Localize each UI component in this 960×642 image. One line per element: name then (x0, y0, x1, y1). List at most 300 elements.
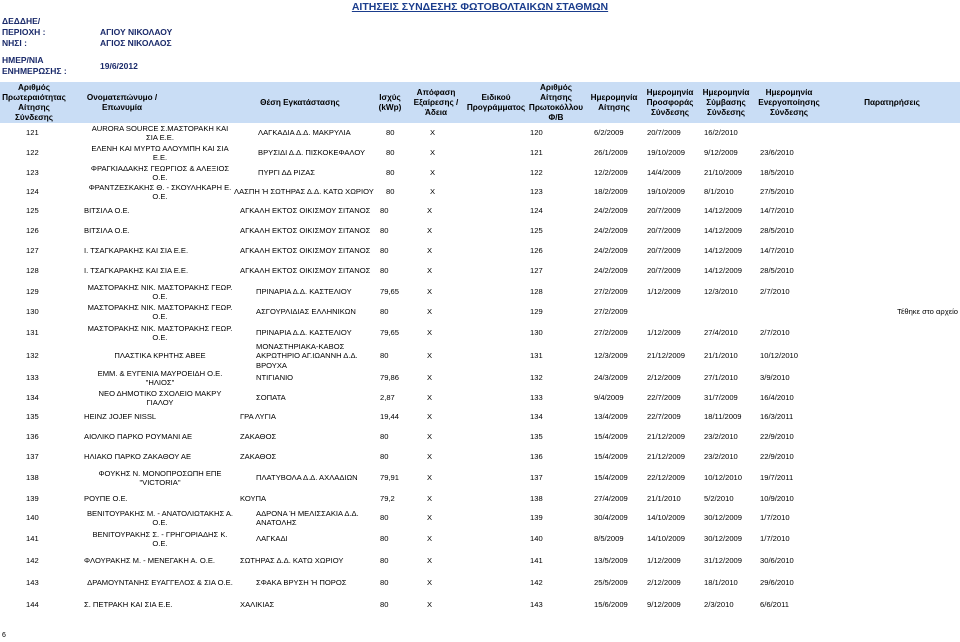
cell-note (860, 448, 958, 466)
cell-loc: ΣΩΤΗΡΑΣ Δ.Δ. ΚΑΤΩ ΧΩΡΙΟΥ (240, 556, 344, 566)
cell-x: Χ (427, 206, 433, 216)
cell-d1: 15/4/2009 (594, 432, 628, 442)
cell-d2: 1/12/2009 (647, 328, 681, 338)
cell-d2: 14/4/2009 (647, 168, 681, 178)
cell-x: Χ (427, 287, 433, 297)
cell-kw: 80 (380, 556, 389, 566)
cell-d4: 28/5/2010 (760, 226, 794, 236)
cell-d3: 2/3/2010 (704, 600, 734, 610)
cell-reg: 131 (530, 351, 543, 361)
cell-loc: ΠΡΙΝΑΡΙΑ Δ.Δ. ΚΑΣΤΕΛΙΟΥ (256, 287, 352, 297)
cell-loc: ΧΑΛΙΚΙΑΣ (240, 600, 275, 610)
cell-d3: 18/11/2009 (704, 412, 742, 422)
cell-d4: 2/7/2010 (760, 328, 790, 338)
cell-note (860, 468, 958, 488)
cell-reg: 137 (530, 473, 543, 483)
cell-no: 133 (26, 373, 39, 383)
col-offerdate-header: Ημερομηνία Προσφοράς Σύνδεσης (646, 87, 694, 117)
cell-reg: 120 (530, 128, 543, 138)
cell-d3: 18/1/2010 (704, 578, 738, 588)
cell-no: 139 (26, 494, 39, 504)
cell-d4: 29/6/2010 (760, 578, 794, 588)
table-row (0, 408, 960, 426)
cell-d3: 12/3/2010 (704, 287, 738, 297)
cell-d4: 6/6/2011 (760, 600, 789, 610)
cell-loc: ΓΡΑ ΛΥΓΙΑ (240, 412, 276, 422)
cell-d4: 10/12/2010 (760, 351, 799, 361)
cell-loc: ΑΣΓΟΥΡΛΙΔΙΑΣ ΕΛΛΗΝΙΚΩΝ (256, 307, 356, 317)
cell-reg: 124 (530, 206, 543, 216)
cell-no: 130 (26, 307, 39, 317)
cell-name: ΔΡΑΜΟΥΝΤΑΝΗΣ ΕΥΑΓΓΕΛΟΣ & ΣΙΑ Ο.Ε. (87, 578, 233, 588)
col-activationdate-header: Ημερομηνία Ενεργοποίησης Σύνδεσης (758, 87, 820, 117)
cell-d4: 30/6/2010 (760, 556, 794, 566)
cell-d2: 19/10/2009 (647, 187, 686, 197)
cell-no: 142 (26, 556, 39, 566)
cell-note (860, 164, 958, 182)
cell-d3: 30/12/2009 (704, 513, 743, 523)
cell-d3: 21/1/2010 (704, 351, 738, 361)
col-exemption-header: Απόφαση Εξαίρεσης / Άδεια (413, 87, 459, 117)
table-row (0, 262, 960, 280)
cell-d3: 31/7/2009 (704, 393, 738, 403)
cell-d1: 24/2/2009 (594, 226, 628, 236)
cell-d2: 21/12/2009 (647, 452, 686, 462)
table-row (0, 202, 960, 220)
col-protocol-header: Αριθμός Πρωτεραιότητας Αίτησης Σύνδεσης (2, 82, 66, 122)
cell-note (860, 572, 958, 594)
cell-name: ΜΑΣΤΟΡΑΚΗΣ ΝΙΚ. ΜΑΣΤΟΡΑΚΗΣ ΓΕΩΡ. Ο.Ε. (87, 323, 233, 342)
cell-loc: ΑΓΚΑΛΗ ΕΚΤΟΣ ΟΙΚΙΣΜΟΥ ΣΙΤΑΝΟΣ (240, 206, 371, 216)
table-row (0, 182, 960, 202)
cell-no: 135 (26, 412, 39, 422)
cell-d3 (704, 302, 754, 322)
cell-d1: 27/2/2009 (594, 328, 628, 338)
document-meta (2, 16, 172, 77)
date-label-1: ΗΜΕΡ/ΝΙΑ (2, 55, 44, 65)
cell-note: Τέθηκε στο αρχείο (897, 307, 958, 317)
cell-loc: ΚΟΥΠΑ (240, 494, 267, 504)
cell-x: Χ (427, 226, 433, 236)
cell-note (860, 408, 958, 426)
cell-d4: 1/7/2010 (760, 534, 790, 544)
cell-x: Χ (427, 494, 433, 504)
cell-d4: 28/5/2010 (760, 266, 794, 276)
cell-kw: 80 (380, 600, 389, 610)
cell-x: Χ (427, 246, 433, 256)
cell-d2: 22/7/2009 (647, 412, 681, 422)
cell-no: 129 (26, 287, 39, 297)
cell-d2: 20/7/2009 (647, 206, 681, 216)
cell-kw: 80 (380, 307, 389, 317)
cell-reg: 138 (530, 494, 543, 504)
table-row (0, 242, 960, 260)
cell-x: Χ (427, 600, 433, 610)
cell-loc: ΖΑΚΑΘΟΣ (240, 452, 277, 462)
table-row (0, 368, 960, 388)
cell-d2: 2/12/2009 (647, 578, 681, 588)
cell-d1: 9/4/2009 (594, 393, 624, 403)
cell-note (860, 242, 958, 260)
cell-no: 127 (26, 246, 39, 256)
cell-d3: 14/12/2009 (704, 226, 743, 236)
cell-d3: 8/1/2010 (704, 187, 734, 197)
col-special-header: Ειδικού Προγράμματος (466, 92, 526, 112)
cell-reg: 127 (530, 266, 543, 276)
cell-d2: 1/12/2009 (647, 287, 681, 297)
cell-kw: 80 (386, 128, 395, 138)
cell-kw: 80 (380, 452, 389, 462)
cell-d1: 24/2/2009 (594, 266, 628, 276)
cell-loc: ΒΡΥΣΙΔΙ Δ.Δ. ΠΙΣΚΟΚΕΦΑΛΟΥ (258, 148, 366, 158)
cell-reg: 134 (530, 412, 543, 422)
cell-note (860, 428, 958, 446)
col-location-header: Θέση Εγκατάστασης (260, 97, 340, 107)
cell-d1: 24/2/2009 (594, 246, 628, 256)
cell-kw: 80 (380, 534, 389, 544)
island-value: ΑΓΙΟΣ ΝΙΚΟΛΑΟΣ (100, 38, 172, 48)
cell-d4: 22/9/2010 (760, 432, 794, 442)
cell-no: 122 (26, 148, 39, 158)
cell-d1: 27/2/2009 (594, 307, 628, 317)
cell-loc: ΑΓΚΑΛΗ ΕΚΤΟΣ ΟΙΚΙΣΜΟΥ ΣΙΤΑΝΟΣ (240, 246, 371, 256)
cell-kw: 80 (380, 246, 389, 256)
cell-no: 143 (26, 578, 39, 588)
cell-x: Χ (430, 187, 436, 197)
cell-note (860, 368, 958, 388)
cell-d2: 22/7/2009 (647, 393, 681, 403)
dept-label: ΔΕΔΔΗΕ/ (2, 16, 41, 26)
cell-x: Χ (427, 452, 433, 462)
cell-d2: 20/7/2009 (647, 128, 681, 138)
table-row (0, 468, 960, 488)
cell-note (860, 282, 958, 302)
cell-no: 132 (26, 351, 39, 361)
cell-d4: 16/3/2011 (760, 412, 794, 422)
table-row (0, 302, 960, 322)
cell-x: Χ (427, 328, 433, 338)
date-label-2: ΕΝΗΜΕΡΩΣΗΣ : (2, 66, 67, 76)
cell-note (860, 182, 958, 202)
cell-name: ΦΡΑΓΚΙΑΔΑΚΗΣ ΓΕΩΡΓΙΟΣ & ΑΛΕΞΙΟΣ Ο.Ε. (90, 163, 230, 182)
cell-d1: 18/2/2009 (594, 187, 628, 197)
island-label: ΝΗΣΙ : (2, 38, 27, 48)
cell-reg: 130 (530, 328, 543, 338)
cell-d1: 15/4/2009 (594, 452, 628, 462)
cell-d4: 10/9/2010 (760, 494, 794, 504)
cell-d3: 30/12/2009 (704, 534, 743, 544)
cell-name: ΦΟΥΚΗΣ Ν. ΜΟΝΟΠΡΟΣΩΠΗ ΕΠΕ "VICTORIA" (98, 468, 222, 487)
cell-kw: 80 (386, 187, 395, 197)
document-title: ΑΙΤΗΣΕΙΣ ΣΥΝΔΕΣΗΣ ΦΩΤΟΒΟΛΤΑΙΚΩΝ ΣΤΑΘΜΩΝ (351, 1, 609, 13)
cell-loc: ΛΑΣΠΗ Ή ΣΩΤΗΡΑΣ Δ.Δ. ΚΑΤΩ ΧΩΡΙΟΥ (234, 187, 374, 197)
cell-loc: ΑΓΚΑΛΗ ΕΚΤΟΣ ΟΙΚΙΣΜΟΥ ΣΙΤΑΝΟΣ (240, 226, 371, 236)
cell-reg: 136 (530, 452, 543, 462)
cell-reg: 132 (530, 373, 543, 383)
cell-name: ΜΑΣΤΟΡΑΚΗΣ ΝΙΚ. ΜΑΣΤΟΡΑΚΗΣ ΓΕΩΡ. Ο.Ε. (87, 282, 233, 301)
cell-reg: 135 (530, 432, 543, 442)
cell-name: Σ. ΠΕΤΡΑΚΗ ΚΑΙ ΣΙΑ Ε.Ε. (84, 600, 173, 610)
col-power-header: Ισχύς (kWp) (378, 92, 402, 112)
cell-d3: 27/4/2010 (704, 328, 738, 338)
cell-reg: 123 (530, 187, 543, 197)
table-row (0, 528, 960, 550)
cell-x: Χ (427, 513, 433, 523)
cell-note (860, 346, 958, 366)
cell-no: 128 (26, 266, 39, 276)
cell-d3: 31/12/2009 (704, 556, 743, 566)
cell-name: ΒΕΝΙΤΟΥΡΑΚΗΣ Μ. - ΑΝΑΤΟΛΙΩΤΑΚΗΣ Α. Ο.Ε. (86, 508, 234, 527)
cell-kw: 79,65 (380, 328, 400, 338)
cell-d4: 22/9/2010 (760, 452, 794, 462)
cell-loc: ΣΟΠΑΤΑ (256, 393, 286, 403)
cell-name: ΠΛΑΣΤΙΚΑ ΚΡΗΤΗΣ ΑΒΕΕ (114, 351, 206, 361)
cell-d2: 20/7/2009 (647, 246, 681, 256)
cell-name: ΦΛΟΥΡΑΚΗΣ Μ. - ΜΕΝΕΓΑΚΗ Α. Ο.Ε. (84, 556, 216, 566)
cell-name: ΕΜΜ. & ΕΥΓΕΝΙΑ ΜΑΥΡΟΕΙΔΗ Ο.Ε. "ΗΛΙΟΣ" (97, 368, 223, 387)
cell-d3: 23/2/2010 (704, 452, 738, 462)
cell-d4: 19/7/2011 (760, 473, 794, 483)
cell-no: 144 (26, 600, 39, 610)
cell-name: Ι. ΤΣΑΓΚΑΡΑΚΗΣ ΚΑΙ ΣΙΑ Ε.Ε. (84, 266, 189, 276)
cell-note (860, 322, 958, 344)
cell-x: Χ (427, 373, 433, 383)
cell-kw: 80 (386, 148, 395, 158)
table-row (0, 341, 960, 370)
cell-d1: 26/1/2009 (594, 148, 628, 158)
cell-d3: 14/12/2009 (704, 206, 743, 216)
cell-kw: 80 (380, 266, 389, 276)
cell-x: Χ (427, 266, 433, 276)
cell-kw: 2,87 (380, 393, 395, 403)
table-row (0, 282, 960, 302)
cell-loc: ΠΡΙΝΑΡΙΑ Δ.Δ. ΚΑΣΤΕΛΙΟΥ (256, 328, 352, 338)
cell-name: ΜΑΣΤΟΡΑΚΗΣ ΝΙΚ. ΜΑΣΤΟΡΑΚΗΣ ΓΕΩΡ. Ο.Ε. (87, 302, 233, 321)
cell-x: Χ (427, 351, 433, 361)
cell-no: 138 (26, 473, 39, 483)
cell-kw: 79,91 (380, 473, 400, 483)
cell-name: ΒΙΤΣΙΛΑ Ο.Ε. (84, 206, 130, 216)
table-row (0, 596, 960, 614)
cell-x: Χ (430, 168, 436, 178)
cell-d2: 14/10/2009 (647, 513, 686, 523)
col-name-header: Ονοματεπώνυμο / Επωνυμία (86, 92, 158, 112)
cell-d3: 9/12/2009 (704, 148, 738, 158)
cell-name: ΦΡΑΝΤΖΕΣΚΑΚΗΣ Θ. - ΣΚΟΥΛΗΚΑΡΗ Ε. Ο.Ε. (88, 182, 232, 201)
cell-name: ΒΕΝΙΤΟΥΡΑΚΗΣ Σ. - ΓΡΗΓΟΡΙΑΔΗΣ Κ. Ο.Ε. (92, 529, 228, 548)
cell-note (860, 222, 958, 240)
cell-loc: ΜΟΝΑΣΤΗΡΙΑΚΑ-ΚΑΒΟΣ ΑΚΡΩΤΗΡΙΟ ΑΓ.ΙΩΑΝΝΗ Δ.Δ. ΒΡΟΥΧΑ (256, 341, 358, 370)
cell-d2: 20/7/2009 (647, 226, 681, 236)
cell-d2: 21/12/2009 (647, 432, 686, 442)
cell-name: AURORA SOURCE Σ.ΜΑΣΤΟΡΑΚΗ ΚΑΙ ΣΙΑ Ε.Ε. (91, 123, 229, 142)
cell-d4: 27/5/2010 (760, 187, 794, 197)
cell-loc: ΣΦΑΚΑ ΒΡΥΣΗ Ή ΠΟΡΟΣ (256, 578, 347, 588)
col-regno-header: Αριθμός Αίτησης Πρωτοκόλλου Φ/Β (528, 82, 584, 122)
cell-d1: 27/2/2009 (594, 287, 628, 297)
table-row (0, 222, 960, 240)
cell-kw: 80 (380, 206, 389, 216)
table-row (0, 552, 960, 570)
cell-reg: 141 (530, 556, 543, 566)
cell-no: 126 (26, 226, 39, 236)
cell-note (860, 490, 958, 508)
cell-d4 (760, 302, 816, 322)
cell-d3: 5/2/2010 (704, 494, 734, 504)
cell-kw: 80 (386, 168, 395, 178)
cell-kw: 80 (380, 432, 389, 442)
table-row (0, 508, 960, 528)
cell-d4: 2/7/2010 (760, 287, 790, 297)
cell-kw: 80 (380, 226, 389, 236)
col-appdate-header: Ημερομηνία Αίτησης (590, 92, 638, 112)
cell-d1: 24/3/2009 (594, 373, 628, 383)
cell-reg: 126 (530, 246, 543, 256)
cell-no: 136 (26, 432, 39, 442)
cell-no: 123 (26, 168, 39, 178)
cell-reg: 125 (530, 226, 543, 236)
cell-loc: ΑΓΚΑΛΗ ΕΚΤΟΣ ΟΙΚΙΣΜΟΥ ΣΙΤΑΝΟΣ (240, 266, 371, 276)
cell-d1: 13/4/2009 (594, 412, 628, 422)
cell-d3: 14/12/2009 (704, 246, 743, 256)
cell-d3: 23/2/2010 (704, 432, 738, 442)
cell-note (860, 388, 958, 408)
cell-reg: 122 (530, 168, 543, 178)
cell-loc: ΖΑΚΑΘΟΣ (240, 432, 277, 442)
region-value: ΑΓΙΟΥ ΝΙΚΟΛΑΟΥ (100, 27, 173, 37)
cell-x: Χ (427, 393, 433, 403)
cell-note (860, 144, 958, 162)
cell-kw: 19,44 (380, 412, 400, 422)
cell-name: Ι. ΤΣΑΓΚΑΡΑΚΗΣ ΚΑΙ ΣΙΑ Ε.Ε. (84, 246, 189, 256)
cell-no: 137 (26, 452, 39, 462)
cell-reg: 121 (530, 148, 543, 158)
cell-x: Χ (430, 148, 436, 158)
table-row (0, 428, 960, 446)
cell-loc: ΠΛΑΤΥΒΟΛΑ Δ.Δ. ΑΧΛΑΔΙΩΝ (256, 473, 358, 483)
cell-name: ΡΟΥΠΕ Ο.Ε. (84, 494, 128, 504)
cell-reg: 129 (530, 307, 543, 317)
cell-d1: 30/4/2009 (594, 513, 628, 523)
date-value: 19/6/2012 (100, 61, 138, 71)
table-row (0, 164, 960, 182)
cell-d2: 21/12/2009 (647, 351, 686, 361)
cell-loc: ΠΥΡΓΙ ΔΔ ΡΙΖΑΣ (258, 168, 316, 178)
cell-note (860, 596, 958, 614)
cell-d3: 21/10/2009 (704, 168, 743, 178)
cell-reg: 140 (530, 534, 543, 544)
cell-reg: 142 (530, 578, 543, 588)
cell-no: 121 (26, 128, 39, 138)
cell-x: Χ (427, 412, 433, 422)
cell-note (860, 528, 958, 550)
cell-d4: 16/4/2010 (760, 393, 794, 403)
col-contractdate-header: Ημερομηνία Σύμβασης Σύνδεσης (702, 87, 750, 117)
cell-d2 (647, 302, 697, 322)
cell-d4: 3/9/2010 (760, 373, 790, 383)
cell-d1: 6/2/2009 (594, 128, 624, 138)
cell-kw: 79,65 (380, 287, 400, 297)
cell-x: Χ (427, 307, 433, 317)
cell-name: ΕΛΕΝΗ ΚΑΙ ΜΥΡΤΩ ΑΛΟΥΜΠΗ ΚΑΙ ΣΙΑ Ε.Ε. (91, 143, 229, 162)
cell-d4: 14/7/2010 (760, 246, 794, 256)
cell-d4: 18/5/2010 (760, 168, 794, 178)
cell-d1: 12/3/2009 (594, 351, 628, 361)
cell-kw: 80 (380, 351, 389, 361)
cell-d3: 27/1/2010 (704, 373, 738, 383)
cell-reg: 139 (530, 513, 543, 523)
region-label: ΠΕΡΙΟΧΗ : (2, 27, 46, 37)
cell-kw: 80 (380, 513, 389, 523)
cell-name: HEINZ JOJEF NISSL (84, 412, 157, 422)
cell-no: 131 (26, 328, 39, 338)
cell-d2: 1/12/2009 (647, 556, 681, 566)
cell-note (860, 124, 958, 142)
cell-d1: 15/6/2009 (594, 600, 628, 610)
cell-d4: 1/7/2010 (760, 513, 790, 523)
cell-d3: 16/2/2010 (704, 128, 738, 138)
cell-no: 125 (26, 206, 39, 216)
cell-d2: 21/1/2010 (647, 494, 681, 504)
cell-name: ΒΙΤΣΙΛΑ Ο.Ε. (84, 226, 130, 236)
cell-name: ΑΙΟΛΙΚΟ ΠΑΡΚΟ ΡΟΥΜΑΝΙ ΑΕ (84, 432, 193, 442)
cell-note (860, 508, 958, 528)
cell-d1: 25/5/2009 (594, 578, 628, 588)
cell-x: Χ (430, 128, 436, 138)
cell-loc: ΛΑΓΚΑΔΙ (256, 534, 288, 544)
cell-loc: ΑΔΡΟΝΑ Ή ΜΕΛΙΣΣΑΚΙΑ Δ.Δ. ΑΝΑΤΟΛΗΣ (256, 508, 359, 527)
cell-d3: 10/12/2010 (704, 473, 743, 483)
cell-reg: 143 (530, 600, 543, 610)
cell-d2: 19/10/2009 (647, 148, 686, 158)
cell-x: Χ (427, 534, 433, 544)
cell-d2: 2/12/2009 (647, 373, 681, 383)
cell-d1: 24/2/2009 (594, 206, 628, 216)
cell-no: 134 (26, 393, 39, 403)
cell-d1: 15/4/2009 (594, 473, 628, 483)
cell-no: 141 (26, 534, 39, 544)
table-row (0, 144, 960, 162)
table-row (0, 124, 960, 142)
table-row (0, 388, 960, 408)
cell-d2: 14/10/2009 (647, 534, 686, 544)
cell-loc: ΝΤΙΓΙΑΝΙΟ (256, 373, 294, 383)
cell-note (860, 202, 958, 220)
cell-note (860, 552, 958, 570)
cell-d4: 14/7/2010 (760, 206, 794, 216)
table-row (0, 322, 960, 344)
cell-x: Χ (427, 556, 433, 566)
cell-d4 (760, 124, 816, 142)
cell-x: Χ (427, 432, 433, 442)
cell-name: ΗΛΙΑΚΟ ΠΑΡΚΟ ΖΑΚΑΘΟΥ ΑΕ (84, 452, 192, 462)
cell-reg: 128 (530, 287, 543, 297)
cell-note (860, 262, 958, 280)
cell-x: Χ (427, 578, 433, 588)
page-number: 6 (2, 632, 6, 639)
cell-d1: 13/5/2009 (594, 556, 628, 566)
table-row (0, 448, 960, 466)
cell-d1: 12/2/2009 (594, 168, 628, 178)
col-notes-header: Παρατηρήσεις (864, 97, 920, 107)
cell-kw: 79,2 (380, 494, 395, 504)
cell-kw: 80 (380, 578, 389, 588)
table-row (0, 490, 960, 508)
cell-name: ΝΕΟ ΔΗΜΟΤΙΚΟ ΣΧΟΛΕΙΟ ΜΑΚΡΥ ΓΙΑΛΟΥ (98, 388, 222, 407)
cell-d4: 23/6/2010 (760, 148, 794, 158)
cell-x: Χ (427, 473, 433, 483)
cell-loc: ΛΑΓΚΑΔΙΑ Δ.Δ. ΜΑΚΡΥΛΙΑ (258, 128, 351, 138)
